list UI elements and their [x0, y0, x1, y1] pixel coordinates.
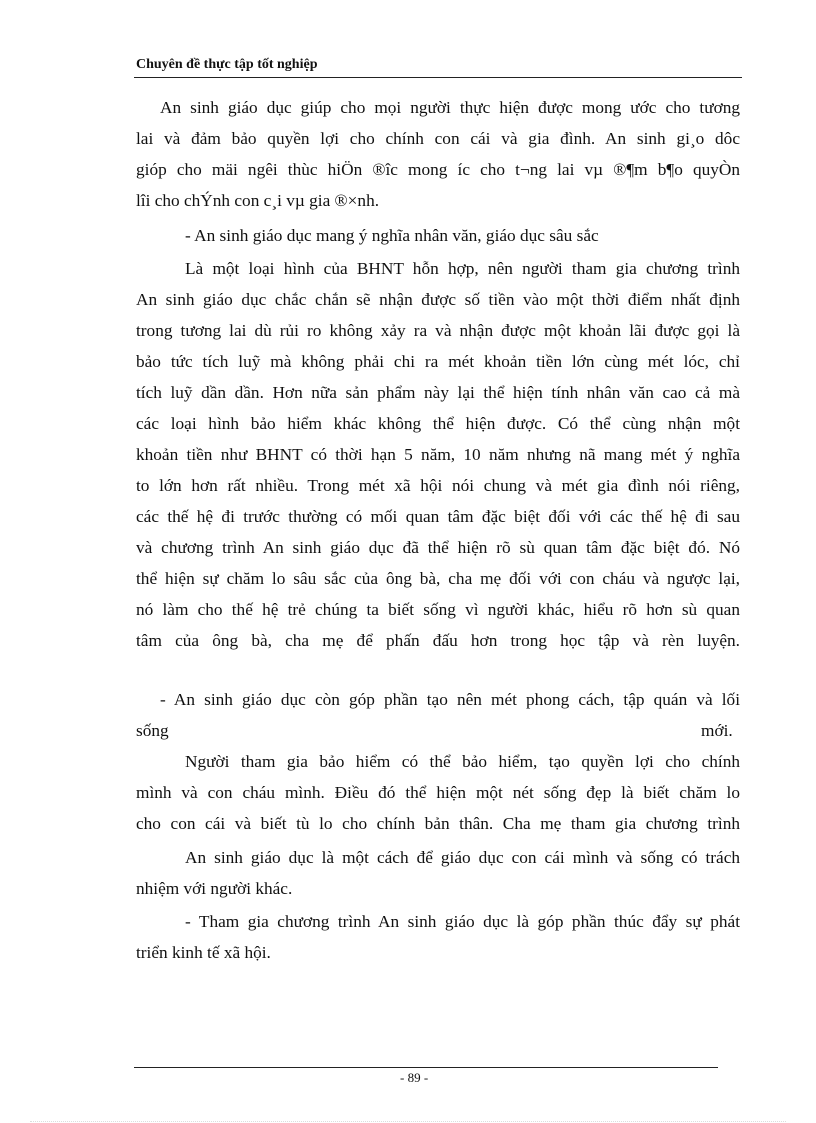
text-line: và chương trình An sinh giáo dục đã thể hiện rõ sù quan tâm đặc biệt đó. Nó: [136, 538, 740, 557]
page-number: - 89 -: [400, 1070, 429, 1085]
text-line: triển kinh tế xã hội.: [136, 943, 271, 962]
text-line: An sinh giáo dục chắc chắn sẽ nhận được số tiền vào một thời điểm nhất định: [136, 290, 740, 309]
text-line: - An sinh giáo dục mang ý nghĩa nhân văn, giáo dục sâu sắc: [185, 226, 599, 245]
text-line: nó làm cho thế hệ trẻ chúng ta biết sống vì người khác, hiểu rõ hơn sù quan: [136, 600, 740, 619]
text-line: bảo tức tích luỹ mà không phải chi ra mét khoản tiền lớn cùng mét lóc, chỉ: [136, 352, 740, 371]
text-line: Là một loại hình của BHNT hỗn hợp, nên người tham gia chương trình: [185, 259, 740, 278]
text-line: lîi cho chÝnh con c¸i vµ gia ®×nh.: [136, 191, 380, 210]
text-line: mình và con cháu mình. Điều đó thể hiện một nét sống đẹp là biết chăm lo: [136, 783, 740, 802]
text-line: - An sinh giáo dục còn góp phần tạo nên mét phong cách, tập quán và lối: [160, 690, 740, 709]
header-divider: [134, 77, 742, 78]
text-line: các thế hệ đi trước thường có mối quan tâm đặc biệt đối với các thế hệ đi sau: [136, 507, 740, 526]
text-line: An sinh giáo dục giúp cho mọi người thực hiện được mong ước cho tương: [160, 98, 740, 117]
text-line: Người tham gia bảo hiểm có thể bảo hiểm, tạo quyền lợi cho chính: [185, 752, 740, 771]
text-line: cho con cái và biết tù lo cho chính bản thân. Cha mẹ tham gia chương trình: [136, 814, 740, 833]
text-line: lai và đảm bảo quyền lợi cho chính con cái và gia đình. An sinh gi¸o dôc: [136, 129, 740, 148]
text-line: tích luỹ dần dần. Hơn nữa sản phẩm này lại thể hiện tính nhân văn cao cả mà: [136, 383, 740, 402]
text-line: tâm của ông bà, cha mẹ để phấn đấu hơn trong học tập và rèn luyện.: [136, 631, 740, 650]
text-line: gióp cho mäi ngêi thùc hiÖn ®îc mong íc cho t¬ng lai vµ ®¶m b¶o quyÒn: [136, 160, 740, 179]
text-line: trong tương lai dù rủi ro không xảy ra và nhận được một khoản lãi được gọi là: [136, 321, 740, 340]
text-line: sống: [136, 721, 169, 740]
text-line: - Tham gia chương trình An sinh giáo dục là góp phần thúc đẩy sự phát: [185, 912, 740, 931]
text-line: khoản tiền như BHNT có thời hạn 5 năm, 10 năm nhưng nã mang mét ý nghĩa: [136, 445, 740, 464]
text-line: mới.: [701, 721, 733, 740]
text-line: An sinh giáo dục là một cách để giáo dục con cái mình và sống có trách: [185, 848, 740, 867]
text-line: nhiệm với người khác.: [136, 879, 293, 898]
page-header-title: Chuyên đề thực tập tốt nghiệp: [136, 57, 318, 72]
page-edge-dots: [30, 1121, 786, 1122]
text-line: các loại hình bảo hiểm khác không thể hiện được. Có thể cùng nhận một: [136, 414, 740, 433]
text-line: thể hiện sự chăm lo sâu sắc của ông bà, cha mẹ đối với con cháu và ngược lại,: [136, 569, 740, 588]
text-line: to lớn hơn rất nhiều. Trong mét xã hội nói chung và mét gia đình nói riêng,: [136, 476, 740, 495]
footer-divider: [134, 1067, 718, 1068]
